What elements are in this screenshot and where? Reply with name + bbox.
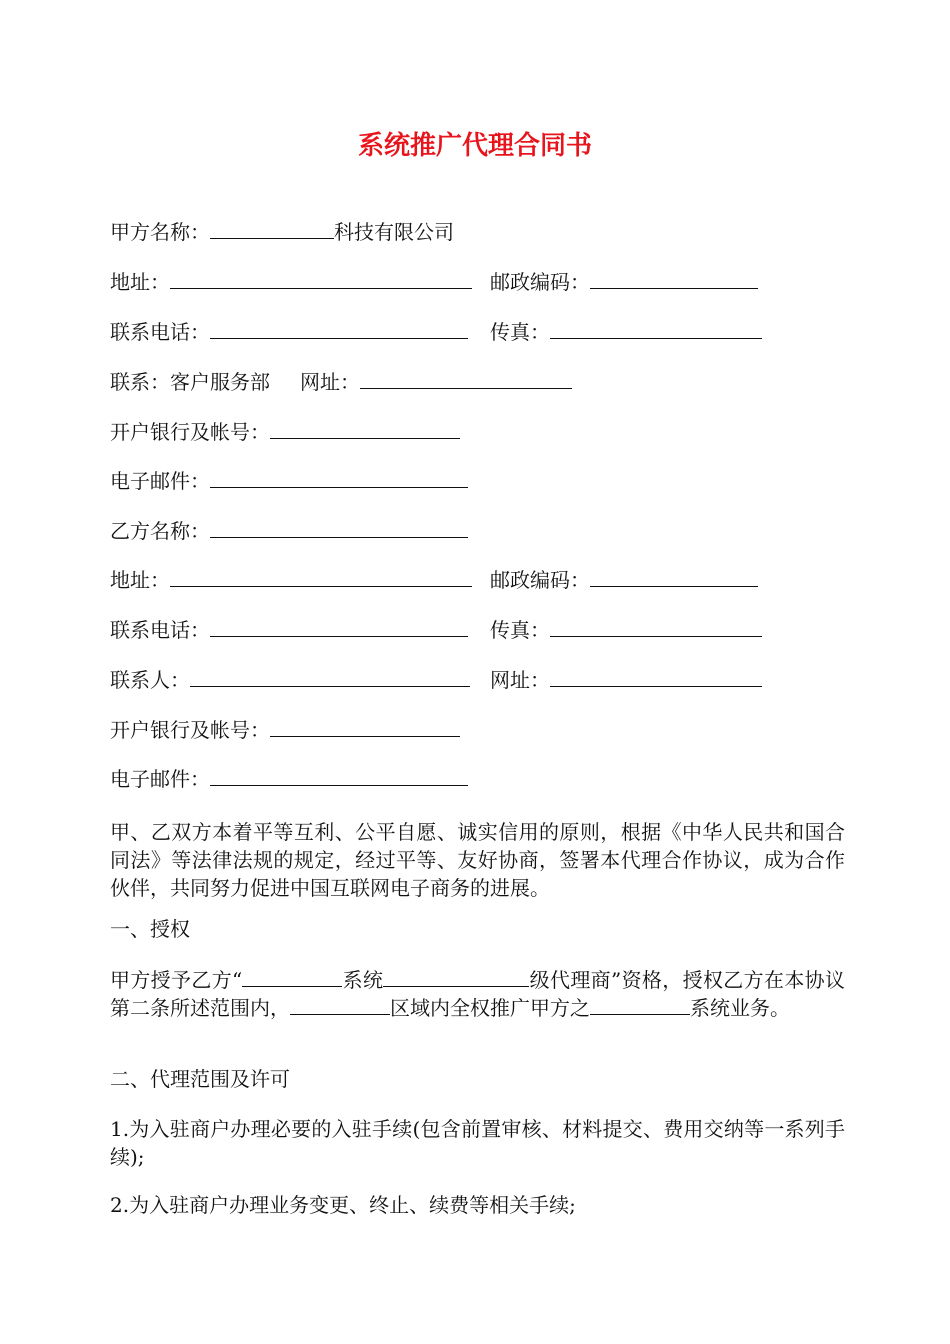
party-a-bank-blank[interactable] — [270, 420, 460, 439]
party-b-bank-label: 开户银行及帐号： — [110, 718, 270, 742]
party-b-address-row — [110, 566, 472, 594]
system-blank[interactable] — [590, 996, 690, 1015]
contract-title: 系统推广代理合同书 — [357, 131, 592, 161]
party-b-name-blank[interactable] — [210, 519, 468, 538]
party-a-bank-row — [110, 418, 460, 446]
party-b-fax-label: 传真： — [490, 618, 550, 642]
section1-text-3: 级代理商”资格，授权乙方在本协议第二条所述范围内， — [110, 968, 845, 1020]
party-b-contact-blank[interactable] — [190, 668, 470, 687]
party-a-name-row — [110, 218, 454, 246]
section1-text-5: 系统业务。 — [690, 996, 790, 1020]
party-a-bank-label: 开户银行及帐号： — [110, 420, 270, 444]
party-b-website-label: 网址： — [490, 668, 550, 692]
party-b-name-row — [110, 517, 468, 545]
party-b-contact-label: 联系人： — [110, 668, 190, 692]
section1-text-1: 甲方授予乙方“ — [110, 968, 243, 992]
party-b-phone-row — [110, 616, 468, 644]
party-a-address-blank[interactable] — [170, 270, 472, 289]
party-b-postcode-row — [490, 566, 758, 594]
party-b-postcode-label: 邮政编码： — [490, 568, 590, 592]
party-a-fax-row — [490, 318, 762, 346]
section2-item-2: 2.为入驻商户办理业务变更、终止、续费等相关手续; — [110, 1193, 576, 1217]
party-a-name-label: 甲方名称： — [110, 220, 210, 244]
party-b-fax-row — [490, 616, 762, 644]
party-b-phone-blank[interactable] — [210, 618, 468, 637]
section1-text-4: 区域内全权推广甲方之 — [390, 996, 590, 1020]
party-a-postcode-blank[interactable] — [590, 270, 758, 289]
agent-level-blank[interactable] — [383, 968, 529, 987]
party-a-address-label: 地址： — [110, 270, 170, 294]
party-a-website-label: 网址： — [300, 370, 360, 394]
party-a-fax-label: 传真： — [490, 320, 550, 344]
section1-paragraph — [110, 966, 845, 1022]
preamble-paragraph: 甲、乙双方本着平等互利、公平自愿、诚实信用的原则，根据《中华人民共和国合同法》等法律法规的规定，经过平等、友好协商，签署本代理合作协议，成为合作伙伴，共同努力促进中国互联网电子商务的进展。 — [110, 820, 845, 900]
party-b-website-row — [490, 666, 762, 694]
party-b-email-row — [110, 765, 468, 793]
party-a-postcode-label: 邮政编码： — [490, 270, 590, 294]
party-b-email-label: 电子邮件： — [110, 767, 210, 791]
section1-text-2: 系统 — [342, 968, 384, 992]
party-b-bank-row — [110, 716, 460, 744]
party-b-website-blank[interactable] — [550, 668, 762, 687]
party-b-address-blank[interactable] — [170, 568, 472, 587]
party-a-phone-blank[interactable] — [210, 320, 468, 339]
party-a-phone-label: 联系电话： — [110, 320, 210, 344]
system-name-blank[interactable] — [242, 968, 342, 987]
section2-heading: 二、代理范围及许可 — [110, 1067, 290, 1091]
party-a-fax-blank[interactable] — [550, 320, 762, 339]
section1-heading: 一、授权 — [110, 917, 190, 941]
party-b-name-label: 乙方名称： — [110, 519, 210, 543]
party-b-address-label: 地址： — [110, 568, 170, 592]
party-b-postcode-blank[interactable] — [590, 568, 758, 587]
party-a-postcode-row — [490, 268, 758, 296]
party-b-phone-label: 联系电话： — [110, 618, 210, 642]
party-a-contact-label: 联系：客户服务部 — [110, 370, 270, 394]
party-a-contact-row — [110, 368, 270, 396]
party-a-email-blank[interactable] — [210, 469, 468, 488]
party-a-name-suffix: 科技有限公司 — [334, 220, 454, 244]
party-b-contact-row — [110, 666, 470, 694]
section2-item-1: 1.为入驻商户办理必要的入驻手续(包含前置审核、材料提交、费用交纳等一系列手续); — [110, 1117, 845, 1169]
party-a-email-row — [110, 467, 468, 495]
party-a-website-row — [300, 368, 572, 396]
party-a-address-row — [110, 268, 472, 296]
party-a-website-blank[interactable] — [360, 370, 572, 389]
region-blank[interactable] — [290, 996, 390, 1015]
party-a-phone-row — [110, 318, 468, 346]
party-b-email-blank[interactable] — [210, 767, 468, 786]
party-b-bank-blank[interactable] — [270, 718, 460, 737]
party-b-fax-blank[interactable] — [550, 618, 762, 637]
party-a-name-blank[interactable] — [210, 220, 334, 239]
party-a-email-label: 电子邮件： — [110, 469, 210, 493]
